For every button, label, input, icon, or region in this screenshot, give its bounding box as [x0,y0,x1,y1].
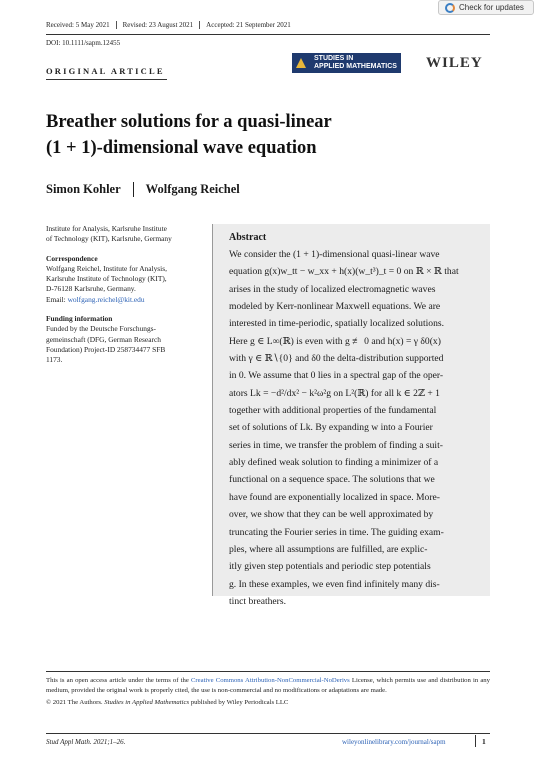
journal-citation: Stud Appl Math. 2021;1–26. [46,738,126,746]
page-footer-divider [46,733,490,734]
check-for-updates-button[interactable] [438,0,534,15]
journal-site-link[interactable]: wileyonlinelibrary.com/journal/sapm [342,738,446,746]
copyright-notice: © 2021 The Authors. Studies in Applied Mathematics published by Wiley Periodicals LLC [46,698,289,706]
article-type: ORIGINAL ARTICLE [46,66,165,76]
journal-emblem-icon [292,53,310,73]
check-for-updates-label: Check for updates [459,3,524,12]
abstract-body: We consider the (1 + 1)-dimensional quasi-linear wave equation g(x)w_tt − w_xx + h(x)(w_t³)_t = 0 on ℝ × ℝ that arises in the study of localized electromagnetic waves modeled by Kerr-nonlinear Maxwell equations. We are interested in time-periodic, spatially localized solutions. Here g ∈ L∞(ℝ) is even with g ≢ 0 and h(x) = γ δ0(x) with γ ∈ ℝ∖{0} and δ0 the delta-distribution supported in 0. We assume that 0 lies in a spectral gap of the oper- ators Lk = −d²/dx² − k²ω²g on L²(ℝ) for all k ∈ 2ℤ + 1 together with additional properties of the fundamental set of solutions of Lk. By expanding w into a Fourier series in time, we transfer the problem of finding a suit- ably defined weak solution to finding a minimizer of a functional on a sequence space. The solutions that we have found are exponentially localized in space. More- over, we show that they can be well approximated by truncating the Fourier series in time. The guiding exam- ples, where all assumptions are fulfilled, are explic- itly given step potentials and periodic step potentials g. In these examples, we even find infinitely many dis- tinct breathers. [229,249,459,607]
funding-heading: Funding information [46,314,113,324]
affiliation: Institute for Analysis, Karlsruhe Institute of Technology (KIT), Karlsruhe, Germany [46,224,172,244]
received-date: Received: 5 May 2021 [46,21,117,29]
accepted-date: Accepted: 21 September 2021 [206,21,291,29]
funding-text: Funded by the Deutsche Forschungs- gemeinschaft (DFG, German Research Foundation) Project-ID 258734477 SFB 1173. [46,324,166,365]
header-divider [46,34,490,35]
title-line1: Breather solutions for a quasi-linear [46,112,332,132]
author-name: Wolfgang Reichel [145,182,240,196]
article-sidebar [46,224,206,366]
license-notice: This is an open access article under the terms of the Creative Commons Attribution-NonCommercial-NoDerivs License, which permits use and distribution in any medium, provided the original work is properly cited, the use is non-commercial and no modifications or adaptations are made. © 2021 The Authors. Studies in Applied Mathematics published by Wiley Periodicals LLC [46,676,490,708]
abstract-box [212,224,490,607]
correspondence-heading: Correspondence [46,253,98,263]
author-separator [133,182,134,197]
journal-name-line2: APPLIED MATHEMATICS [314,63,397,70]
journal-logo [292,53,401,73]
refresh-icon [445,3,455,13]
author-name: Simon Kohler [46,182,121,196]
doi: DOI: 10.1111/sapm.12455 [46,39,121,47]
title-line2: (1 + 1)-dimensional wave equation [46,138,317,158]
publisher-logo: WILEY [426,55,483,71]
article-dates [46,21,303,29]
license-link[interactable]: Creative Commons Attribution-NonCommercial-NoDerivs [190,677,350,684]
correspondence-address: Wolfgang Reichel, Institute for Analysis, Karlsruhe Institute of Technology (KIT), D-76128 Karlsruhe, Germany. Email: wolfgang.reichel@kit.edu [46,263,167,304]
article-type-rule [46,79,167,80]
footer-divider [46,671,490,672]
revised-date: Revised: 23 August 2021 [123,21,201,29]
abstract-heading: Abstract [229,232,267,243]
author-list [46,182,240,197]
email-link[interactable]: wolfgang.reichel@kit.edu [67,294,145,304]
page-number: 1 [475,735,486,747]
article-title [46,109,486,161]
journal-name-line1: STUDIES IN [314,55,354,62]
